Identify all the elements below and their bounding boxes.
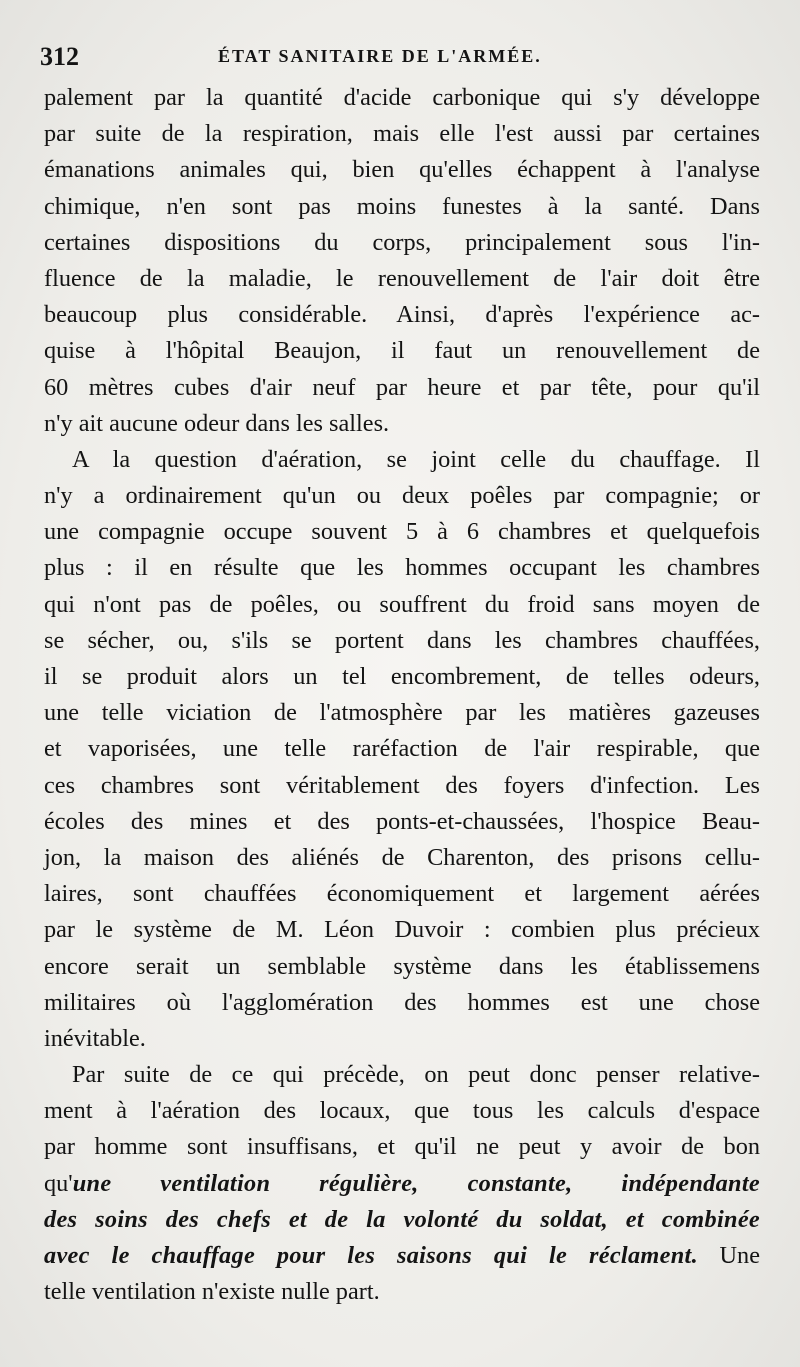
text-line: 60 mètres cubes d'air neuf par heure et par tête, pour qu'il — [44, 373, 760, 401]
text-line-mixed — [44, 1166, 760, 1202]
text-line: encore serait un semblable système dans les établissemens — [44, 952, 760, 980]
text-line: une compagnie occupe souvent 5 à 6 chambres et quelquefois — [44, 518, 760, 546]
roman-text: Une — [697, 1242, 760, 1269]
text-line: par le système de M. Léon Duvoir : combien plus précieux — [44, 916, 760, 944]
text-line: n'y ait aucune odeur dans les salles. — [44, 409, 390, 437]
text-line: palement par la quantité d'acide carbonique qui s'y développe — [44, 84, 760, 111]
paragraph-1 — [44, 80, 760, 442]
text-line: il se produit alors un tel encombrement, de telles odeurs, — [44, 663, 760, 690]
text-line: se sécher, ou, s'ils se portent dans les chambres chauffées, — [44, 626, 760, 654]
text-line: certaines dispositions du corps, principalement sous l'in- — [44, 228, 760, 256]
text-line: chimique, n'en sont pas moins funestes à la santé. Dans — [44, 192, 760, 220]
text-line: quise à l'hôpital Beaujon, il faut un renouvellement de — [44, 337, 760, 365]
paragraph-3 — [44, 1057, 760, 1310]
text-line: ces chambres sont véritablement des foyers d'infection. Les — [44, 771, 760, 799]
paragraph-2 — [44, 442, 760, 1057]
running-head: ÉTAT SANITAIRE DE L'ARMÉE. — [218, 46, 542, 66]
text-line: inévitable. — [44, 1024, 146, 1052]
italic-emphasis: une ventilation régulière, constante, indépendante — [72, 1169, 760, 1197]
italic-emphasis-line: des soins des chefs et de la volonté du soldat, et combinée — [44, 1205, 760, 1233]
text-line: par suite de la respiration, mais elle l'est aussi par certaines — [44, 120, 760, 148]
text-line: n'y a ordinairement qu'un ou deux poêles par compagnie; or — [44, 482, 760, 510]
text-line: qui n'ont pas de poêles, ou souffrent du froid sans moyen de — [44, 590, 760, 618]
roman-text: qu' — [44, 1169, 73, 1197]
italic-emphasis: avec le chauffage pour les saisons qui le réclament. — [44, 1242, 698, 1269]
page-number: 312 — [40, 42, 79, 71]
text-line: et vaporisées, une telle raréfaction de l'air respirable, que — [44, 735, 760, 763]
text-line: militaires où l'agglomération des hommes est une chose — [44, 988, 760, 1016]
text-line-mixed — [44, 1238, 760, 1274]
body-text — [44, 80, 760, 1310]
text-line: par homme sont insuffisans, et qu'il ne peut y avoir de bon — [44, 1133, 760, 1161]
text-line: plus : il en résulte que les hommes occupant les chambres — [44, 554, 760, 582]
text-line: beaucoup plus considérable. Ainsi, d'après l'expérience ac- — [44, 301, 760, 329]
text-line: émanations animales qui, bien qu'elles échappent à l'analyse — [44, 156, 760, 184]
text-line: A la question d'aération, se joint celle du chauffage. Il — [72, 445, 760, 473]
text-line: une telle viciation de l'atmosphère par les matières gazeuses — [44, 699, 760, 727]
text-line: fluence de la maladie, le renouvellement de l'air doit être — [44, 264, 760, 292]
text-line: laires, sont chauffées économiquement et largement aérées — [44, 880, 760, 908]
text-line: Par suite de ce qui précède, on peut donc penser relative- — [72, 1061, 760, 1089]
text-line: telle ventilation n'existe nulle part. — [44, 1278, 380, 1306]
page-header — [40, 42, 760, 72]
text-line: jon, la maison des aliénés de Charenton, des prisons cellu- — [44, 843, 760, 871]
text-line: écoles des mines et des ponts-et-chaussées, l'hospice Beau- — [44, 807, 760, 835]
text-line: ment à l'aération des locaux, que tous les calculs d'espace — [44, 1097, 760, 1125]
